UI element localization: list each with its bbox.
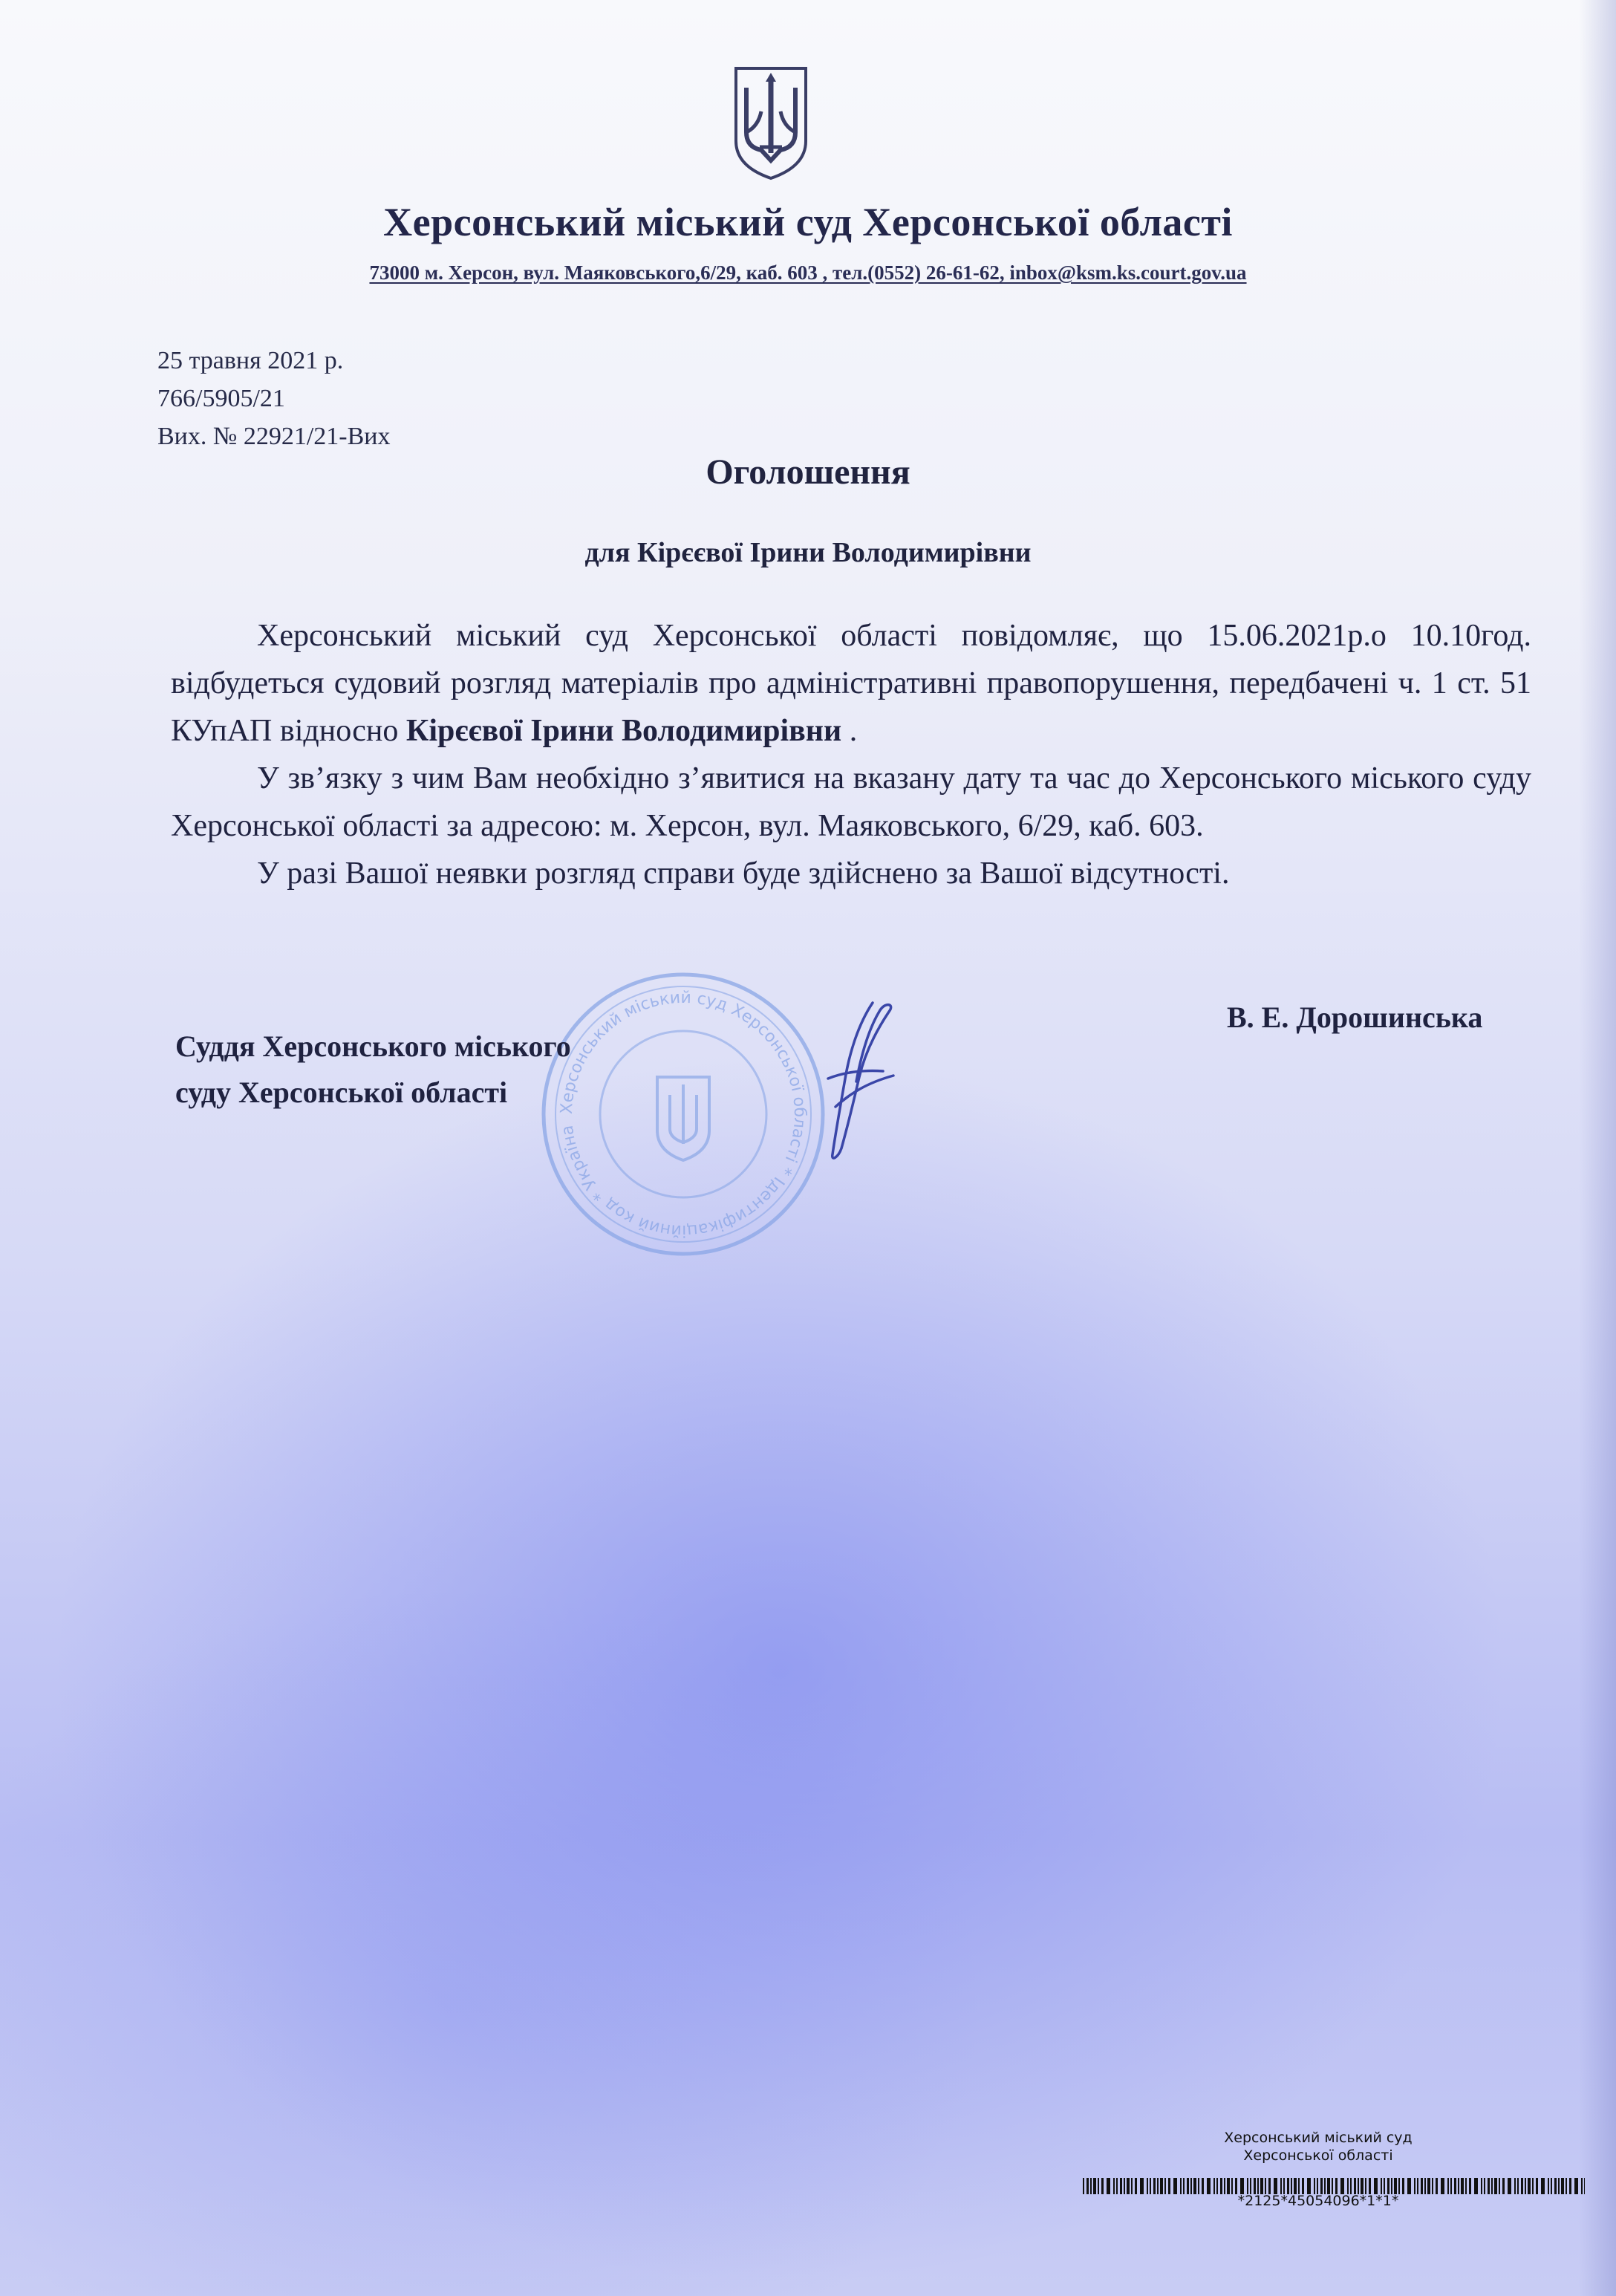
barcode-bar bbox=[1093, 2178, 1096, 2194]
barcode-bar bbox=[1414, 2178, 1415, 2194]
barcode-bar bbox=[1113, 2178, 1115, 2194]
barcode-bar bbox=[1532, 2178, 1534, 2194]
barcode-bar bbox=[1541, 2178, 1545, 2194]
barcode-bar bbox=[1551, 2178, 1552, 2194]
court-seal-icon bbox=[535, 966, 832, 1263]
barcode-bar bbox=[1569, 2178, 1571, 2194]
barcode-bar bbox=[1361, 2178, 1364, 2194]
barcode-bar bbox=[1216, 2178, 1218, 2194]
paragraph-absence: У разі Вашої неявки розгляд справи буде здійснено за Вашої відсутності. bbox=[257, 856, 1230, 891]
barcode-bar bbox=[1491, 2178, 1493, 2194]
barcode-bar bbox=[1127, 2178, 1130, 2194]
barcode-bar bbox=[1247, 2178, 1248, 2194]
barcode-bar bbox=[1327, 2178, 1330, 2194]
barcode-bar bbox=[1508, 2178, 1511, 2194]
document-date: 25 травня 2021 р. bbox=[157, 347, 344, 374]
barcode-bar bbox=[1469, 2178, 1471, 2194]
barcode-bar bbox=[1268, 2178, 1271, 2194]
barcode-bar bbox=[1235, 2178, 1237, 2194]
page-edge-shadow bbox=[1579, 0, 1616, 2296]
barcode-bar bbox=[1566, 2178, 1567, 2194]
barcode-bar bbox=[1090, 2178, 1092, 2194]
barcode-bar bbox=[1150, 2178, 1151, 2194]
barcode-bar bbox=[1086, 2178, 1089, 2194]
barcode-bar bbox=[1450, 2178, 1452, 2194]
barcode-bar bbox=[1354, 2178, 1356, 2194]
barcode-bar bbox=[1283, 2178, 1285, 2194]
barcode-bar bbox=[1160, 2178, 1163, 2194]
seal-text: Херсонський міський суд Херсонської області * Ідентифікаційний код * Україна bbox=[557, 988, 809, 1240]
barcode-bar bbox=[1164, 2178, 1166, 2194]
barcode-bar bbox=[1183, 2178, 1185, 2194]
barcode-bar bbox=[1227, 2178, 1230, 2194]
barcode-bar bbox=[1202, 2178, 1204, 2194]
outgoing-number: Вих. № 22921/21-Вих bbox=[157, 423, 391, 450]
barcode-bar bbox=[1257, 2178, 1259, 2194]
barcode-bar bbox=[1213, 2178, 1215, 2194]
barcode-bar bbox=[1484, 2178, 1485, 2194]
barcode-bar bbox=[1447, 2178, 1449, 2194]
judge-title bbox=[175, 1024, 571, 1116]
barcode-bar bbox=[1402, 2178, 1404, 2194]
barcode-bar bbox=[1381, 2178, 1382, 2194]
barcode-bar bbox=[1324, 2178, 1326, 2194]
barcode-bar bbox=[1502, 2178, 1505, 2194]
barcode-bar bbox=[1417, 2178, 1418, 2194]
court-address: 73000 м. Херсон, вул. Маяковського,6/29, каб. 603 , тел.(0552) 26-61-62, inbox@ksm.ks.court.gov.ua bbox=[369, 261, 1247, 284]
barcode-bar bbox=[1298, 2178, 1300, 2194]
barcode-bar bbox=[1432, 2178, 1433, 2194]
barcode-bar bbox=[1265, 2178, 1266, 2194]
defendant-name: Кірєєвої Ірини Володимирівни bbox=[405, 714, 842, 748]
barcode-bar bbox=[1120, 2178, 1122, 2194]
barcode-bar bbox=[1260, 2178, 1263, 2194]
barcode-bar bbox=[1231, 2178, 1233, 2194]
barcode-bar bbox=[1140, 2178, 1144, 2194]
footer-court-label bbox=[1162, 2129, 1474, 2165]
barcode-bar bbox=[1131, 2178, 1133, 2194]
barcode-bar bbox=[1116, 2178, 1118, 2194]
barcode-bar bbox=[1207, 2178, 1211, 2194]
barcode-bar bbox=[1280, 2178, 1282, 2194]
barcode-bar bbox=[1147, 2178, 1148, 2194]
barcode-bar bbox=[1358, 2178, 1359, 2194]
barcode-bar bbox=[1224, 2178, 1225, 2194]
barcode-bar bbox=[1458, 2178, 1459, 2194]
barcode-bar bbox=[1317, 2178, 1318, 2194]
footer-line1: Херсонський міський суд bbox=[1224, 2130, 1413, 2146]
barcode-bar bbox=[1287, 2178, 1289, 2194]
barcode-bar bbox=[1436, 2178, 1438, 2194]
paragraph-hearing-text: Херсонський міський суд Херсонської області повідомляє, що 15.06.2021р.о 10.10год. відбудеться судовий розгляд матеріалів про адміністративні правопорушення, передбачені ч. 1 ст. 51 КУпАП відносно bbox=[171, 619, 1531, 748]
barcode-bar bbox=[1374, 2178, 1378, 2194]
barcode-bar bbox=[1517, 2178, 1519, 2194]
judge-title-line2: суду Херсонської області bbox=[175, 1076, 508, 1109]
barcode-bar bbox=[1307, 2178, 1311, 2194]
barcode-bar bbox=[1168, 2178, 1170, 2194]
barcode-bar bbox=[1135, 2178, 1137, 2194]
paragraph-hearing bbox=[171, 612, 1531, 755]
document-title: Оголошення bbox=[706, 452, 910, 492]
barcode-bar bbox=[1294, 2178, 1297, 2194]
judge-title-line1: Суддя Херсонського міського bbox=[175, 1030, 571, 1063]
barcode-bar bbox=[1350, 2178, 1352, 2194]
barcode-bar bbox=[1153, 2178, 1156, 2194]
barcode-bar bbox=[1198, 2178, 1199, 2194]
court-name: Херсонський міський суд Херсонської області bbox=[383, 200, 1233, 244]
notice-body bbox=[171, 612, 1531, 897]
paragraph-appearance: У зв’язку з чим Вам необхідно з’явитися на вказану дату та час до Херсонського міського суду Херсонської області за адресою: м. Херсон, вул. Маяковського, 6/29, каб. 603. bbox=[171, 761, 1531, 843]
barcode-bar bbox=[1124, 2178, 1125, 2194]
barcode-bar bbox=[1427, 2178, 1430, 2194]
barcode-bar bbox=[1488, 2178, 1490, 2194]
barcode-bar bbox=[1173, 2178, 1177, 2194]
barcode-bar bbox=[1180, 2178, 1182, 2194]
barcode-bar bbox=[1335, 2178, 1338, 2194]
barcode-bar bbox=[1250, 2178, 1251, 2194]
barcode-bar bbox=[1398, 2178, 1400, 2194]
barcode-bar bbox=[1083, 2178, 1084, 2194]
barcode-bar bbox=[1291, 2178, 1292, 2194]
barcode-bar bbox=[1581, 2178, 1583, 2194]
trident-icon bbox=[730, 64, 812, 183]
barcode-bar bbox=[1369, 2178, 1371, 2194]
barcode-bar bbox=[1193, 2178, 1196, 2194]
barcode-code: *2125*45054096*1*1* bbox=[1237, 2193, 1399, 2209]
barcode-bar bbox=[1320, 2178, 1323, 2194]
barcode-bar bbox=[1521, 2178, 1523, 2194]
handwritten-signature-icon bbox=[806, 995, 902, 1166]
barcode-bar bbox=[1098, 2178, 1099, 2194]
barcode-bar bbox=[1548, 2178, 1549, 2194]
barcode-bar bbox=[1107, 2178, 1110, 2194]
barcode-bar bbox=[1474, 2178, 1478, 2194]
barcode-bar bbox=[1525, 2178, 1526, 2194]
barcode-bar bbox=[1574, 2178, 1578, 2194]
barcode-bar bbox=[1494, 2178, 1497, 2194]
barcode-bar bbox=[1365, 2178, 1366, 2194]
recipient-line: для Кірєєвої Ірини Володимирівни bbox=[584, 537, 1032, 568]
barcode-bar bbox=[1347, 2178, 1349, 2194]
barcode-bar bbox=[1424, 2178, 1426, 2194]
paragraph-hearing-end: . bbox=[841, 714, 858, 748]
barcode-bar bbox=[1340, 2178, 1344, 2194]
barcode-bar bbox=[1465, 2178, 1467, 2194]
barcode-bar bbox=[1407, 2178, 1411, 2194]
barcode-bar bbox=[1499, 2178, 1500, 2194]
footer-line2: Херсонської області bbox=[1243, 2147, 1393, 2164]
barcode-bar bbox=[1220, 2178, 1222, 2194]
barcode-bar bbox=[1528, 2178, 1531, 2194]
barcode-bar bbox=[1190, 2178, 1192, 2194]
barcode-bar bbox=[1314, 2178, 1315, 2194]
barcode-bar bbox=[1584, 2178, 1585, 2194]
barcode-bar bbox=[1240, 2178, 1244, 2194]
barcode-bar bbox=[1421, 2178, 1423, 2194]
barcode-bar bbox=[1461, 2178, 1464, 2194]
barcode-bar bbox=[1481, 2178, 1482, 2194]
document-meta bbox=[157, 342, 390, 455]
barcode-bar bbox=[1101, 2178, 1104, 2194]
barcode-bar bbox=[1561, 2178, 1564, 2194]
barcode-bar bbox=[1157, 2178, 1159, 2194]
barcode-bar bbox=[1394, 2178, 1397, 2194]
barcode-bar bbox=[1387, 2178, 1389, 2194]
barcode-bar bbox=[1558, 2178, 1560, 2194]
barcode-bar bbox=[1274, 2178, 1277, 2194]
barcode-icon bbox=[1083, 2178, 1585, 2194]
barcode-bar bbox=[1514, 2178, 1516, 2194]
barcode-bar bbox=[1554, 2178, 1557, 2194]
barcode-bar bbox=[1536, 2178, 1538, 2194]
barcode-bar bbox=[1302, 2178, 1304, 2194]
case-number: 766/5905/21 bbox=[157, 385, 285, 412]
barcode-bar bbox=[1441, 2178, 1444, 2194]
barcode-bar bbox=[1454, 2178, 1456, 2194]
judge-name: В. Е. Дорошинська bbox=[1227, 1001, 1483, 1034]
barcode-bar bbox=[1391, 2178, 1392, 2194]
barcode-bar bbox=[1384, 2178, 1385, 2194]
barcode-bar bbox=[1187, 2178, 1189, 2194]
barcode-bar bbox=[1254, 2178, 1256, 2194]
barcode-bar bbox=[1332, 2178, 1333, 2194]
